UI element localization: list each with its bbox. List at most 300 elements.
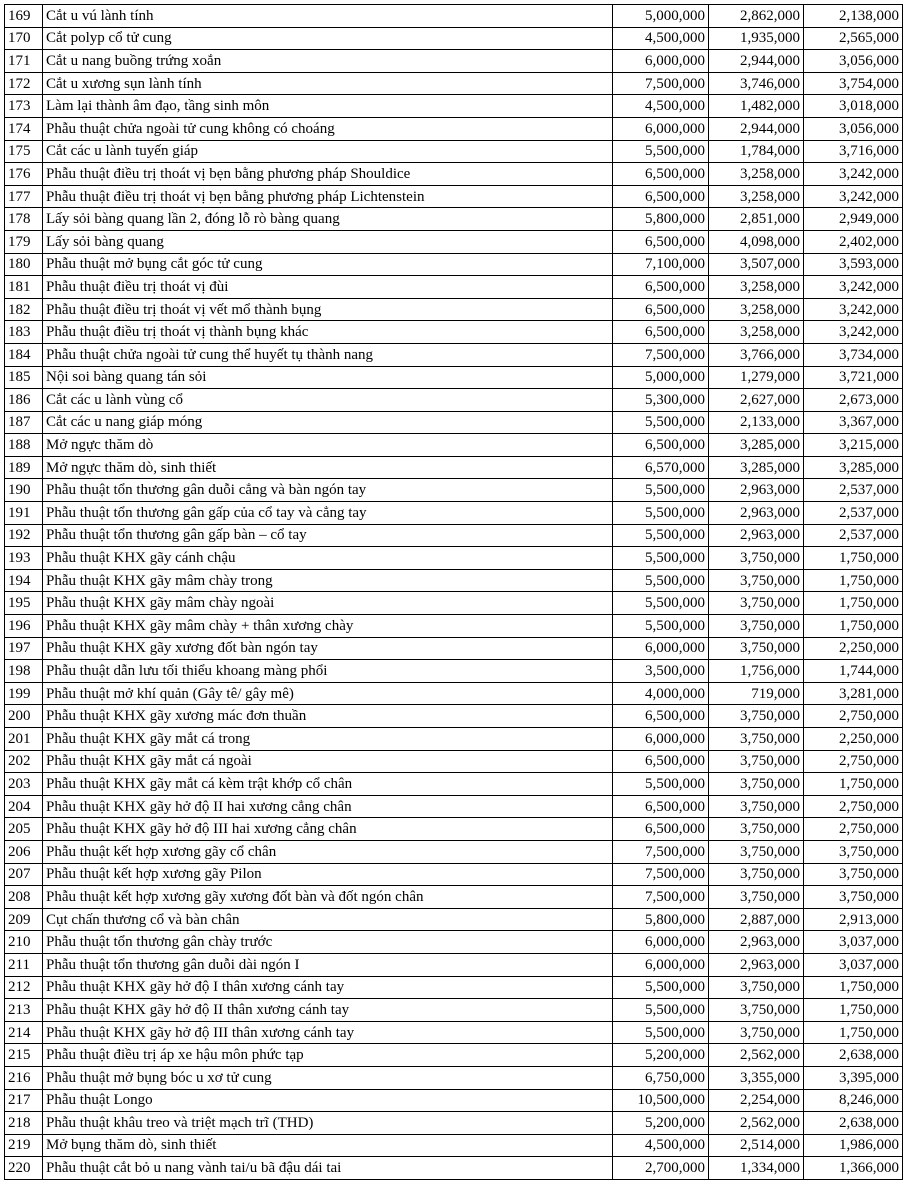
table-row	[5, 863, 903, 886]
row-number: 191	[5, 502, 43, 525]
procedure-name: Phẫu thuật KHX gãy hở độ I thân xương cánh tay	[43, 976, 613, 999]
table-row	[5, 840, 903, 863]
table-row	[5, 660, 903, 683]
difference-cell: 8,246,000	[804, 1089, 903, 1112]
row-number: 197	[5, 637, 43, 660]
difference-cell: 3,242,000	[804, 298, 903, 321]
procedure-name: Phẫu thuật KHX gãy mâm chày + thân xương chày	[43, 615, 613, 638]
price-cell: 6,000,000	[613, 637, 709, 660]
row-number: 201	[5, 728, 43, 751]
cost-cell: 2,851,000	[709, 208, 804, 231]
price-cell: 6,500,000	[613, 276, 709, 299]
cost-cell: 3,750,000	[709, 863, 804, 886]
price-cell: 5,500,000	[613, 140, 709, 163]
difference-cell: 2,250,000	[804, 637, 903, 660]
cost-cell: 1,334,000	[709, 1157, 804, 1180]
procedure-name: Cắt các u lành vùng cổ	[43, 389, 613, 412]
price-cell: 5,500,000	[613, 569, 709, 592]
difference-cell: 3,242,000	[804, 276, 903, 299]
table-row	[5, 5, 903, 28]
difference-cell: 3,367,000	[804, 411, 903, 434]
cost-cell: 1,756,000	[709, 660, 804, 683]
price-cell: 7,500,000	[613, 343, 709, 366]
row-number: 209	[5, 908, 43, 931]
row-number: 195	[5, 592, 43, 615]
difference-cell: 3,716,000	[804, 140, 903, 163]
table-row	[5, 321, 903, 344]
difference-cell: 2,673,000	[804, 389, 903, 412]
procedure-name: Phẫu thuật điều trị thoát vị đùi	[43, 276, 613, 299]
table-row	[5, 728, 903, 751]
row-number: 219	[5, 1134, 43, 1157]
difference-cell: 1,750,000	[804, 773, 903, 796]
difference-cell: 1,750,000	[804, 592, 903, 615]
cost-cell: 2,514,000	[709, 1134, 804, 1157]
table-row	[5, 682, 903, 705]
table-row	[5, 795, 903, 818]
price-cell: 6,000,000	[613, 728, 709, 751]
row-number: 176	[5, 163, 43, 186]
table-row	[5, 1044, 903, 1067]
price-cell: 4,000,000	[613, 682, 709, 705]
table-row	[5, 908, 903, 931]
price-cell: 6,500,000	[613, 163, 709, 186]
procedure-name: Phẫu thuật tổn thương gân gấp bàn – cổ tay	[43, 524, 613, 547]
row-number: 188	[5, 434, 43, 457]
difference-cell: 2,750,000	[804, 750, 903, 773]
cost-cell: 3,355,000	[709, 1066, 804, 1089]
cost-cell: 2,862,000	[709, 5, 804, 28]
procedure-name: Phẫu thuật kết hợp xương gãy cổ chân	[43, 840, 613, 863]
procedure-name: Phẫu thuật mở bụng bóc u xơ tử cung	[43, 1066, 613, 1089]
table-row	[5, 818, 903, 841]
row-number: 198	[5, 660, 43, 683]
procedure-name: Mở ngực thăm dò	[43, 434, 613, 457]
table-row	[5, 389, 903, 412]
cost-cell: 719,000	[709, 682, 804, 705]
procedure-name: Phẫu thuật chửa ngoài tử cung thể huyết tụ thành nang	[43, 343, 613, 366]
procedure-name: Cắt u vú lành tính	[43, 5, 613, 28]
price-cell: 5,500,000	[613, 479, 709, 502]
row-number: 193	[5, 547, 43, 570]
price-cell: 7,500,000	[613, 886, 709, 909]
difference-cell: 2,402,000	[804, 230, 903, 253]
row-number: 179	[5, 230, 43, 253]
price-cell: 5,800,000	[613, 208, 709, 231]
cost-cell: 3,258,000	[709, 276, 804, 299]
difference-cell: 1,750,000	[804, 615, 903, 638]
difference-cell: 2,537,000	[804, 479, 903, 502]
table-row	[5, 140, 903, 163]
table-row	[5, 705, 903, 728]
procedure-name: Phẫu thuật tổn thương gân gấp của cổ tay và cẳng tay	[43, 502, 613, 525]
row-number: 184	[5, 343, 43, 366]
procedure-name: Phẫu thuật KHX gãy hở độ II thân xương cánh tay	[43, 999, 613, 1022]
table-row	[5, 1021, 903, 1044]
row-number: 182	[5, 298, 43, 321]
difference-cell: 2,638,000	[804, 1112, 903, 1135]
price-cell: 6,500,000	[613, 750, 709, 773]
row-number: 204	[5, 795, 43, 818]
difference-cell: 3,037,000	[804, 931, 903, 954]
cost-cell: 3,750,000	[709, 569, 804, 592]
cost-cell: 3,507,000	[709, 253, 804, 276]
row-number: 178	[5, 208, 43, 231]
procedure-name: Làm lại thành âm đạo, tầng sinh môn	[43, 95, 613, 118]
cost-cell: 2,944,000	[709, 50, 804, 73]
price-cell: 5,500,000	[613, 411, 709, 434]
row-number: 183	[5, 321, 43, 344]
procedure-name: Phẫu thuật KHX gãy hở độ II hai xương cẳng chân	[43, 795, 613, 818]
row-number: 174	[5, 117, 43, 140]
table-row	[5, 343, 903, 366]
row-number: 214	[5, 1021, 43, 1044]
procedure-name: Phẫu thuật cắt bỏ u nang vành tai/u bã đậu dái tai	[43, 1157, 613, 1180]
table-row	[5, 931, 903, 954]
price-cell: 5,500,000	[613, 615, 709, 638]
procedure-name: Phẫu thuật KHX gãy mắt cá ngoài	[43, 750, 613, 773]
row-number: 185	[5, 366, 43, 389]
procedure-name: Phẫu thuật KHX gãy xương mác đơn thuần	[43, 705, 613, 728]
cost-cell: 2,887,000	[709, 908, 804, 931]
price-cell: 5,500,000	[613, 592, 709, 615]
cost-cell: 2,562,000	[709, 1044, 804, 1067]
row-number: 170	[5, 27, 43, 50]
table-row	[5, 95, 903, 118]
cost-cell: 1,935,000	[709, 27, 804, 50]
price-cell: 4,500,000	[613, 27, 709, 50]
difference-cell: 1,750,000	[804, 569, 903, 592]
price-cell: 2,700,000	[613, 1157, 709, 1180]
procedure-name: Phẫu thuật khâu treo và triệt mạch trĩ (THD)	[43, 1112, 613, 1135]
procedure-name: Cắt polyp cổ tử cung	[43, 27, 613, 50]
price-cell: 6,500,000	[613, 434, 709, 457]
price-cell: 5,500,000	[613, 524, 709, 547]
price-cell: 5,500,000	[613, 1021, 709, 1044]
procedure-name: Phẫu thuật tổn thương gân chày trước	[43, 931, 613, 954]
cost-cell: 2,254,000	[709, 1089, 804, 1112]
table-row	[5, 773, 903, 796]
procedure-name: Phẫu thuật chửa ngoài tử cung không có choáng	[43, 117, 613, 140]
table-row	[5, 999, 903, 1022]
cost-cell: 2,963,000	[709, 502, 804, 525]
cost-cell: 3,750,000	[709, 795, 804, 818]
row-number: 217	[5, 1089, 43, 1112]
price-cell: 7,500,000	[613, 863, 709, 886]
cost-cell: 3,750,000	[709, 1021, 804, 1044]
row-number: 171	[5, 50, 43, 73]
procedure-name: Cắt các u lành tuyến giáp	[43, 140, 613, 163]
procedure-name: Phẫu thuật mở khí quản (Gây tê/ gây mê)	[43, 682, 613, 705]
cost-cell: 2,944,000	[709, 117, 804, 140]
table-row	[5, 276, 903, 299]
procedure-name: Phẫu thuật KHX gãy mâm chày trong	[43, 569, 613, 592]
cost-cell: 2,562,000	[709, 1112, 804, 1135]
procedure-name: Phẫu thuật mở bụng cắt góc tử cung	[43, 253, 613, 276]
price-cell: 6,500,000	[613, 795, 709, 818]
difference-cell: 1,750,000	[804, 999, 903, 1022]
difference-cell: 3,056,000	[804, 50, 903, 73]
row-number: 190	[5, 479, 43, 502]
procedure-name: Phẫu thuật KHX gãy xương đốt bàn ngón tay	[43, 637, 613, 660]
cost-cell: 3,750,000	[709, 886, 804, 909]
cost-cell: 2,963,000	[709, 524, 804, 547]
procedure-name: Phẫu thuật điều trị thoát vị vết mổ thành bụng	[43, 298, 613, 321]
table-row	[5, 569, 903, 592]
procedure-name: Phẫu thuật dẫn lưu tối thiểu khoang màng phổi	[43, 660, 613, 683]
price-cell: 5,200,000	[613, 1112, 709, 1135]
procedure-name: Phẫu thuật KHX gãy mắt cá kèm trật khớp cổ chân	[43, 773, 613, 796]
table-row	[5, 1112, 903, 1135]
price-cell: 5,800,000	[613, 908, 709, 931]
procedure-name: Phẫu thuật điều trị áp xe hậu môn phức tạp	[43, 1044, 613, 1067]
table-row	[5, 411, 903, 434]
row-number: 211	[5, 953, 43, 976]
row-number: 172	[5, 72, 43, 95]
price-table-body	[5, 5, 903, 1180]
procedure-name: Nội soi bàng quang tán sỏi	[43, 366, 613, 389]
row-number: 200	[5, 705, 43, 728]
price-cell: 6,500,000	[613, 298, 709, 321]
difference-cell: 3,593,000	[804, 253, 903, 276]
difference-cell: 3,215,000	[804, 434, 903, 457]
cost-cell: 3,258,000	[709, 321, 804, 344]
table-row	[5, 185, 903, 208]
table-row	[5, 208, 903, 231]
difference-cell: 1,986,000	[804, 1134, 903, 1157]
table-row	[5, 524, 903, 547]
cost-cell: 3,750,000	[709, 637, 804, 660]
difference-cell: 2,565,000	[804, 27, 903, 50]
row-number: 194	[5, 569, 43, 592]
row-number: 216	[5, 1066, 43, 1089]
price-cell: 10,500,000	[613, 1089, 709, 1112]
row-number: 203	[5, 773, 43, 796]
table-row	[5, 637, 903, 660]
price-cell: 5,000,000	[613, 5, 709, 28]
table-row	[5, 230, 903, 253]
price-cell: 4,500,000	[613, 1134, 709, 1157]
procedure-name: Phẫu thuật KHX gãy hở độ III hai xương cẳng chân	[43, 818, 613, 841]
table-row	[5, 163, 903, 186]
table-row	[5, 27, 903, 50]
row-number: 192	[5, 524, 43, 547]
procedure-name: Phẫu thuật kết hợp xương gãy xương đốt bàn và đốt ngón chân	[43, 886, 613, 909]
cost-cell: 3,750,000	[709, 840, 804, 863]
cost-cell: 3,750,000	[709, 705, 804, 728]
table-row	[5, 253, 903, 276]
cost-cell: 3,750,000	[709, 728, 804, 751]
price-cell: 6,500,000	[613, 705, 709, 728]
price-cell: 5,500,000	[613, 547, 709, 570]
row-number: 186	[5, 389, 43, 412]
procedure-name: Phẫu thuật Longo	[43, 1089, 613, 1112]
procedure-name: Phẫu thuật điều trị thoát vị thành bụng khác	[43, 321, 613, 344]
cost-cell: 3,258,000	[709, 163, 804, 186]
price-cell: 3,500,000	[613, 660, 709, 683]
price-cell: 6,500,000	[613, 818, 709, 841]
difference-cell: 3,395,000	[804, 1066, 903, 1089]
procedure-name: Lấy sỏi bàng quang lần 2, đóng lỗ rò bàng quang	[43, 208, 613, 231]
difference-cell: 3,056,000	[804, 117, 903, 140]
procedure-name: Phẫu thuật tổn thương gân duỗi cẳng và bàn ngón tay	[43, 479, 613, 502]
difference-cell: 3,242,000	[804, 185, 903, 208]
difference-cell: 3,754,000	[804, 72, 903, 95]
cost-cell: 3,750,000	[709, 592, 804, 615]
price-cell: 7,500,000	[613, 72, 709, 95]
table-row	[5, 1134, 903, 1157]
price-cell: 6,500,000	[613, 321, 709, 344]
difference-cell: 3,242,000	[804, 321, 903, 344]
price-cell: 6,000,000	[613, 50, 709, 73]
difference-cell: 3,037,000	[804, 953, 903, 976]
row-number: 218	[5, 1112, 43, 1135]
price-cell: 5,500,000	[613, 976, 709, 999]
table-row	[5, 72, 903, 95]
price-cell: 6,000,000	[613, 953, 709, 976]
procedure-name: Phẫu thuật điều trị thoát vị bẹn bằng phương pháp Shouldice	[43, 163, 613, 186]
table-row	[5, 298, 903, 321]
cost-cell: 3,750,000	[709, 547, 804, 570]
difference-cell: 2,138,000	[804, 5, 903, 28]
difference-cell: 2,750,000	[804, 818, 903, 841]
difference-cell: 3,750,000	[804, 886, 903, 909]
row-number: 202	[5, 750, 43, 773]
procedure-name: Phẫu thuật KHX gãy hở độ III thân xương cánh tay	[43, 1021, 613, 1044]
row-number: 180	[5, 253, 43, 276]
cost-cell: 2,963,000	[709, 931, 804, 954]
difference-cell: 2,537,000	[804, 524, 903, 547]
table-row	[5, 1089, 903, 1112]
table-row	[5, 479, 903, 502]
cost-cell: 3,750,000	[709, 999, 804, 1022]
procedure-name: Phẫu thuật tổn thương gân duỗi dài ngón I	[43, 953, 613, 976]
price-cell: 5,300,000	[613, 389, 709, 412]
procedure-name: Phẫu thuật kết hợp xương gãy Pilon	[43, 863, 613, 886]
table-row	[5, 592, 903, 615]
row-number: 187	[5, 411, 43, 434]
table-row	[5, 117, 903, 140]
procedure-name: Phẫu thuật KHX gãy mắt cá trong	[43, 728, 613, 751]
price-cell: 4,500,000	[613, 95, 709, 118]
difference-cell: 3,242,000	[804, 163, 903, 186]
price-cell: 5,500,000	[613, 502, 709, 525]
difference-cell: 1,750,000	[804, 976, 903, 999]
cost-cell: 3,766,000	[709, 343, 804, 366]
cost-cell: 1,279,000	[709, 366, 804, 389]
difference-cell: 3,285,000	[804, 456, 903, 479]
row-number: 210	[5, 931, 43, 954]
price-table	[4, 4, 903, 1180]
procedure-name: Cắt các u nang giáp móng	[43, 411, 613, 434]
cost-cell: 2,133,000	[709, 411, 804, 434]
difference-cell: 2,949,000	[804, 208, 903, 231]
cost-cell: 3,258,000	[709, 185, 804, 208]
cost-cell: 3,750,000	[709, 615, 804, 638]
difference-cell: 1,366,000	[804, 1157, 903, 1180]
procedure-name: Cụt chấn thương cổ và bàn chân	[43, 908, 613, 931]
price-cell: 5,000,000	[613, 366, 709, 389]
difference-cell: 2,250,000	[804, 728, 903, 751]
table-row	[5, 953, 903, 976]
cost-cell: 3,258,000	[709, 298, 804, 321]
table-row	[5, 366, 903, 389]
difference-cell: 2,913,000	[804, 908, 903, 931]
difference-cell: 3,750,000	[804, 863, 903, 886]
price-cell: 6,570,000	[613, 456, 709, 479]
difference-cell: 3,750,000	[804, 840, 903, 863]
row-number: 196	[5, 615, 43, 638]
cost-cell: 4,098,000	[709, 230, 804, 253]
price-cell: 5,500,000	[613, 999, 709, 1022]
cost-cell: 3,746,000	[709, 72, 804, 95]
cost-cell: 3,750,000	[709, 818, 804, 841]
table-row	[5, 547, 903, 570]
row-number: 173	[5, 95, 43, 118]
difference-cell: 3,281,000	[804, 682, 903, 705]
row-number: 220	[5, 1157, 43, 1180]
table-row	[5, 750, 903, 773]
procedure-name: Cắt u xương sụn lành tính	[43, 72, 613, 95]
price-cell: 6,000,000	[613, 931, 709, 954]
row-number: 207	[5, 863, 43, 886]
table-row	[5, 50, 903, 73]
table-row	[5, 1157, 903, 1180]
difference-cell: 2,750,000	[804, 705, 903, 728]
row-number: 175	[5, 140, 43, 163]
cost-cell: 3,285,000	[709, 434, 804, 457]
procedure-name: Mở ngực thăm dò, sinh thiết	[43, 456, 613, 479]
difference-cell: 3,721,000	[804, 366, 903, 389]
price-cell: 7,500,000	[613, 840, 709, 863]
cost-cell: 2,963,000	[709, 953, 804, 976]
table-row	[5, 976, 903, 999]
row-number: 208	[5, 886, 43, 909]
row-number: 189	[5, 456, 43, 479]
table-row	[5, 456, 903, 479]
price-cell: 7,100,000	[613, 253, 709, 276]
row-number: 199	[5, 682, 43, 705]
cost-cell: 1,482,000	[709, 95, 804, 118]
row-number: 215	[5, 1044, 43, 1067]
difference-cell: 1,744,000	[804, 660, 903, 683]
cost-cell: 3,285,000	[709, 456, 804, 479]
cost-cell: 3,750,000	[709, 976, 804, 999]
table-row	[5, 615, 903, 638]
procedure-name: Lấy sỏi bàng quang	[43, 230, 613, 253]
cost-cell: 2,627,000	[709, 389, 804, 412]
procedure-name: Phẫu thuật KHX gãy mâm chày ngoài	[43, 592, 613, 615]
row-number: 213	[5, 999, 43, 1022]
procedure-name: Cắt u nang buồng trứng xoắn	[43, 50, 613, 73]
difference-cell: 2,638,000	[804, 1044, 903, 1067]
difference-cell: 1,750,000	[804, 1021, 903, 1044]
procedure-name: Phẫu thuật điều trị thoát vị bẹn bằng phương pháp Lichtenstein	[43, 185, 613, 208]
table-row	[5, 502, 903, 525]
row-number: 206	[5, 840, 43, 863]
difference-cell: 2,750,000	[804, 795, 903, 818]
price-cell: 5,500,000	[613, 773, 709, 796]
cost-cell: 2,963,000	[709, 479, 804, 502]
cost-cell: 3,750,000	[709, 773, 804, 796]
difference-cell: 2,537,000	[804, 502, 903, 525]
price-cell: 6,000,000	[613, 117, 709, 140]
difference-cell: 1,750,000	[804, 547, 903, 570]
table-row	[5, 434, 903, 457]
table-row	[5, 886, 903, 909]
price-cell: 6,500,000	[613, 185, 709, 208]
row-number: 205	[5, 818, 43, 841]
